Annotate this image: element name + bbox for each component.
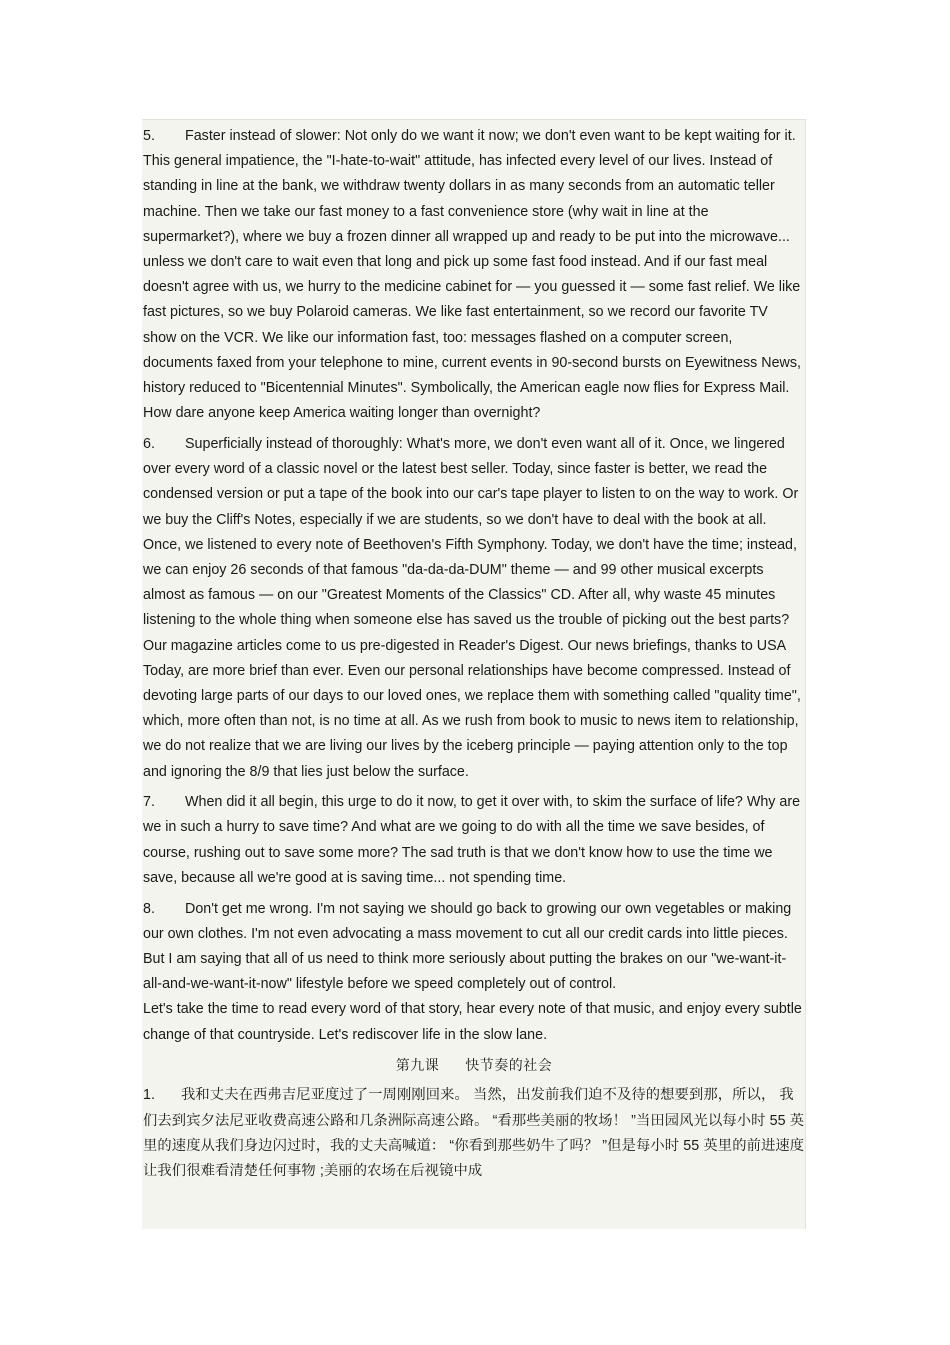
paragraph-6 xyxy=(143,432,805,785)
paragraph-text: 我和丈夫在西弗吉尼亚度过了一周刚刚回来。 当然，出发前我们迫不及待的想要到那，所以， 我们去到宾夕法尼亚收费高速公路和几条洲际高速公路。 “看那些美丽的牧场！ ”当田园风光以每小时 55 英里的速度从我们身边闪过时，我的丈夫高喊道： “你看到那些奶牛了吗？ ”但是每小时 55 英里的前进速度让我们很难看清楚任何事物 ;美丽的农场在后视镜中成 xyxy=(143,1087,805,1179)
paragraph-number: 6. xyxy=(143,435,155,452)
lesson-name: 快节奏的社会 xyxy=(465,1057,553,1074)
lesson-number: 第九课 xyxy=(395,1057,440,1074)
paragraph-text: When did it all begin, this urge to do it now, to get it over with, to skim the surface of life? Why are we in such a hurry to save time? And what are we going to do with all the time we save besides, of course, rushing out to save some more? The sad truth is that we don't know how to use the time we save, because all we're good at is saving time... not spending time. xyxy=(143,794,801,886)
paragraph-5 xyxy=(143,124,805,426)
lesson-title xyxy=(143,1053,805,1078)
paragraph-number: 5. xyxy=(143,128,155,144)
closing-paragraph: Let's take the time to read every word of that story, hear every note of that music, and enjoy every subtle change of that countryside. Let's rediscover life in the slow lane. xyxy=(143,1001,802,1043)
paragraph-7 xyxy=(143,790,805,891)
paragraph-number: 1. xyxy=(143,1087,156,1104)
paragraph-number: 8. xyxy=(143,900,155,917)
paragraph-8 xyxy=(143,897,805,998)
paragraph-text: Superficially instead of thoroughly: What's more, we don't even want all of it. Once, we lingered over every word of a classic novel or the latest best seller. Today, since faster is better, we read the condensed version or put a tape of the book into our car's tape player to listen to on the way to work. Or we buy the Cliff's Notes, especially if we are students, so we don't have to deal with the book at all. Once, we listened to every note of Beethoven's Fifth Symphony. Today, we don't have the time; instead, we can enjoy 26 seconds of that famous "da-da-da-DUM" theme — and 99 other musical excerpts almost as famous — on our "Greatest Moments of the Classics" CD. After all, why waste 45 minutes listening to the whole thing when someone else has saved us the trouble of picking out the best parts? Our magazine articles come to us pre-digested in Reader's Digest. Our news briefings, thanks to USA Today, are more brief than ever. Even our personal relationships have become compressed. Instead of devoting large parts of our days to our loved ones, we replace them with something called "quality time", which, more often than not, is no time at all. As we rush from book to music to news item to relationship, we do not realize that we are living our lives by the iceberg principle — paying attention only to the top and ignoring the 8/9 that lies just below the surface. xyxy=(143,435,801,780)
paragraph-text: Don't get me wrong. I'm not saying we should go back to growing our own vegetables or making our own clothes. I'm not even advocating a mass movement to cut all our credit cards into little pieces. But I am saying that all of us need to think more seriously about putting the brakes on our "we-want-it-all-and-we-want-it-now" lifestyle before we speed completely out of control. xyxy=(143,900,792,993)
document-page xyxy=(142,119,806,1229)
translation-paragraph-1 xyxy=(143,1083,805,1184)
paragraph-text: Faster instead of slower: Not only do we want it now; we don't even want to be kept waiting for it. This general impatience, the "I-hate-to-wait" attitude, has infected every level of our lives. Instead of standing in line at the bank, we withdraw twenty dollars in as many seconds from an automatic teller machine. Then we take our fast money to a fast convenience store (why wait in line at the supermarket?), where we buy a frozen dinner all wrapped up and ready to be put into the microwave... unless we don't care to wait even that long and pick up some fast food instead. And if our fast meal doesn't agree with us, we hurry to the medicine cabinet for — you guessed it — some fast relief. We like fast pictures, so we buy Polaroid cameras. We like fast entertainment, so we record our favorite TV show on the VCR. We like our information fast, too: messages flashed on a computer screen, documents faxed from your telephone to mine, current events in 90-second bursts on Eyewitness News, history reduced to "Bicentennial Minutes". Symbolically, the American eagle now flies for Express Mail. How dare anyone keep America waiting longer than overnight? xyxy=(143,128,801,422)
paragraph-number: 7. xyxy=(143,794,155,811)
